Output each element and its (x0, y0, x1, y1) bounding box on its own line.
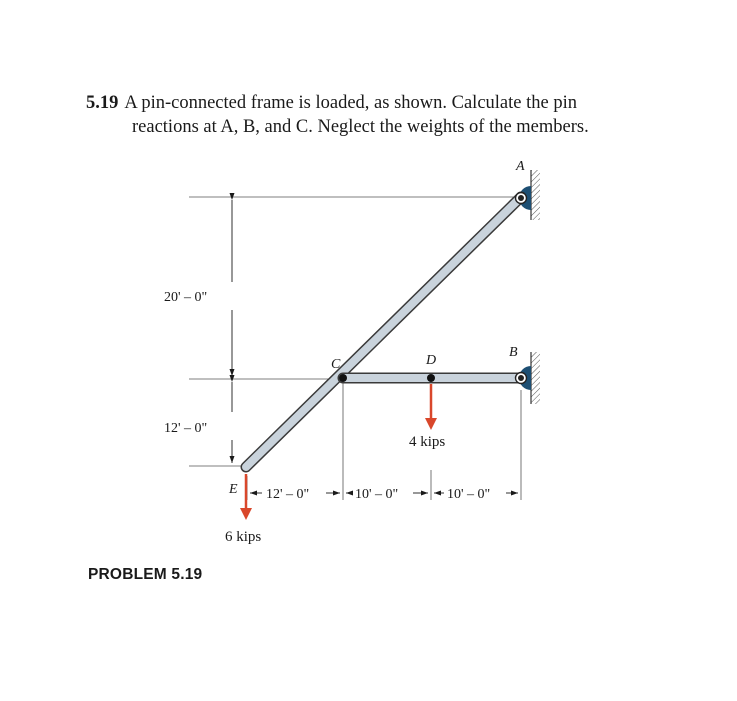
wall-support-B (531, 352, 540, 404)
load-label-D: 4 kips (409, 434, 446, 450)
dim-label-vertical-lower: 12' – 0" (164, 421, 208, 436)
point-label-C: C (331, 357, 341, 372)
dim-label-h2: 10' – 0" (355, 487, 399, 502)
dim-label-vertical-upper: 20' – 0" (164, 290, 208, 305)
pin-D (427, 374, 435, 382)
point-label-B: B (509, 345, 518, 360)
pin-C (339, 374, 347, 382)
problem-number: 5.19 (86, 93, 119, 113)
load-label-E: 6 kips (225, 529, 262, 545)
dim-label-h1: 12' – 0" (266, 487, 310, 502)
wall-support-A (531, 170, 540, 220)
point-label-A: A (516, 159, 525, 174)
problem-line-1: A pin-connected frame is loaded, as shown. Calculate the pin (124, 93, 577, 113)
member-EA (246, 197, 521, 467)
figure-label: PROBLEM 5.19 (88, 566, 203, 583)
dim-label-h3: 10' – 0" (447, 487, 491, 502)
load-arrow-E (240, 474, 252, 520)
pin-B (516, 373, 527, 384)
load-arrow-D (425, 384, 437, 430)
point-label-E: E (229, 482, 238, 497)
problem-line-2: reactions at A, B, and C. Neglect the weights of the members. (132, 117, 589, 137)
point-label-D: D (426, 353, 437, 368)
pin-A (516, 193, 527, 204)
